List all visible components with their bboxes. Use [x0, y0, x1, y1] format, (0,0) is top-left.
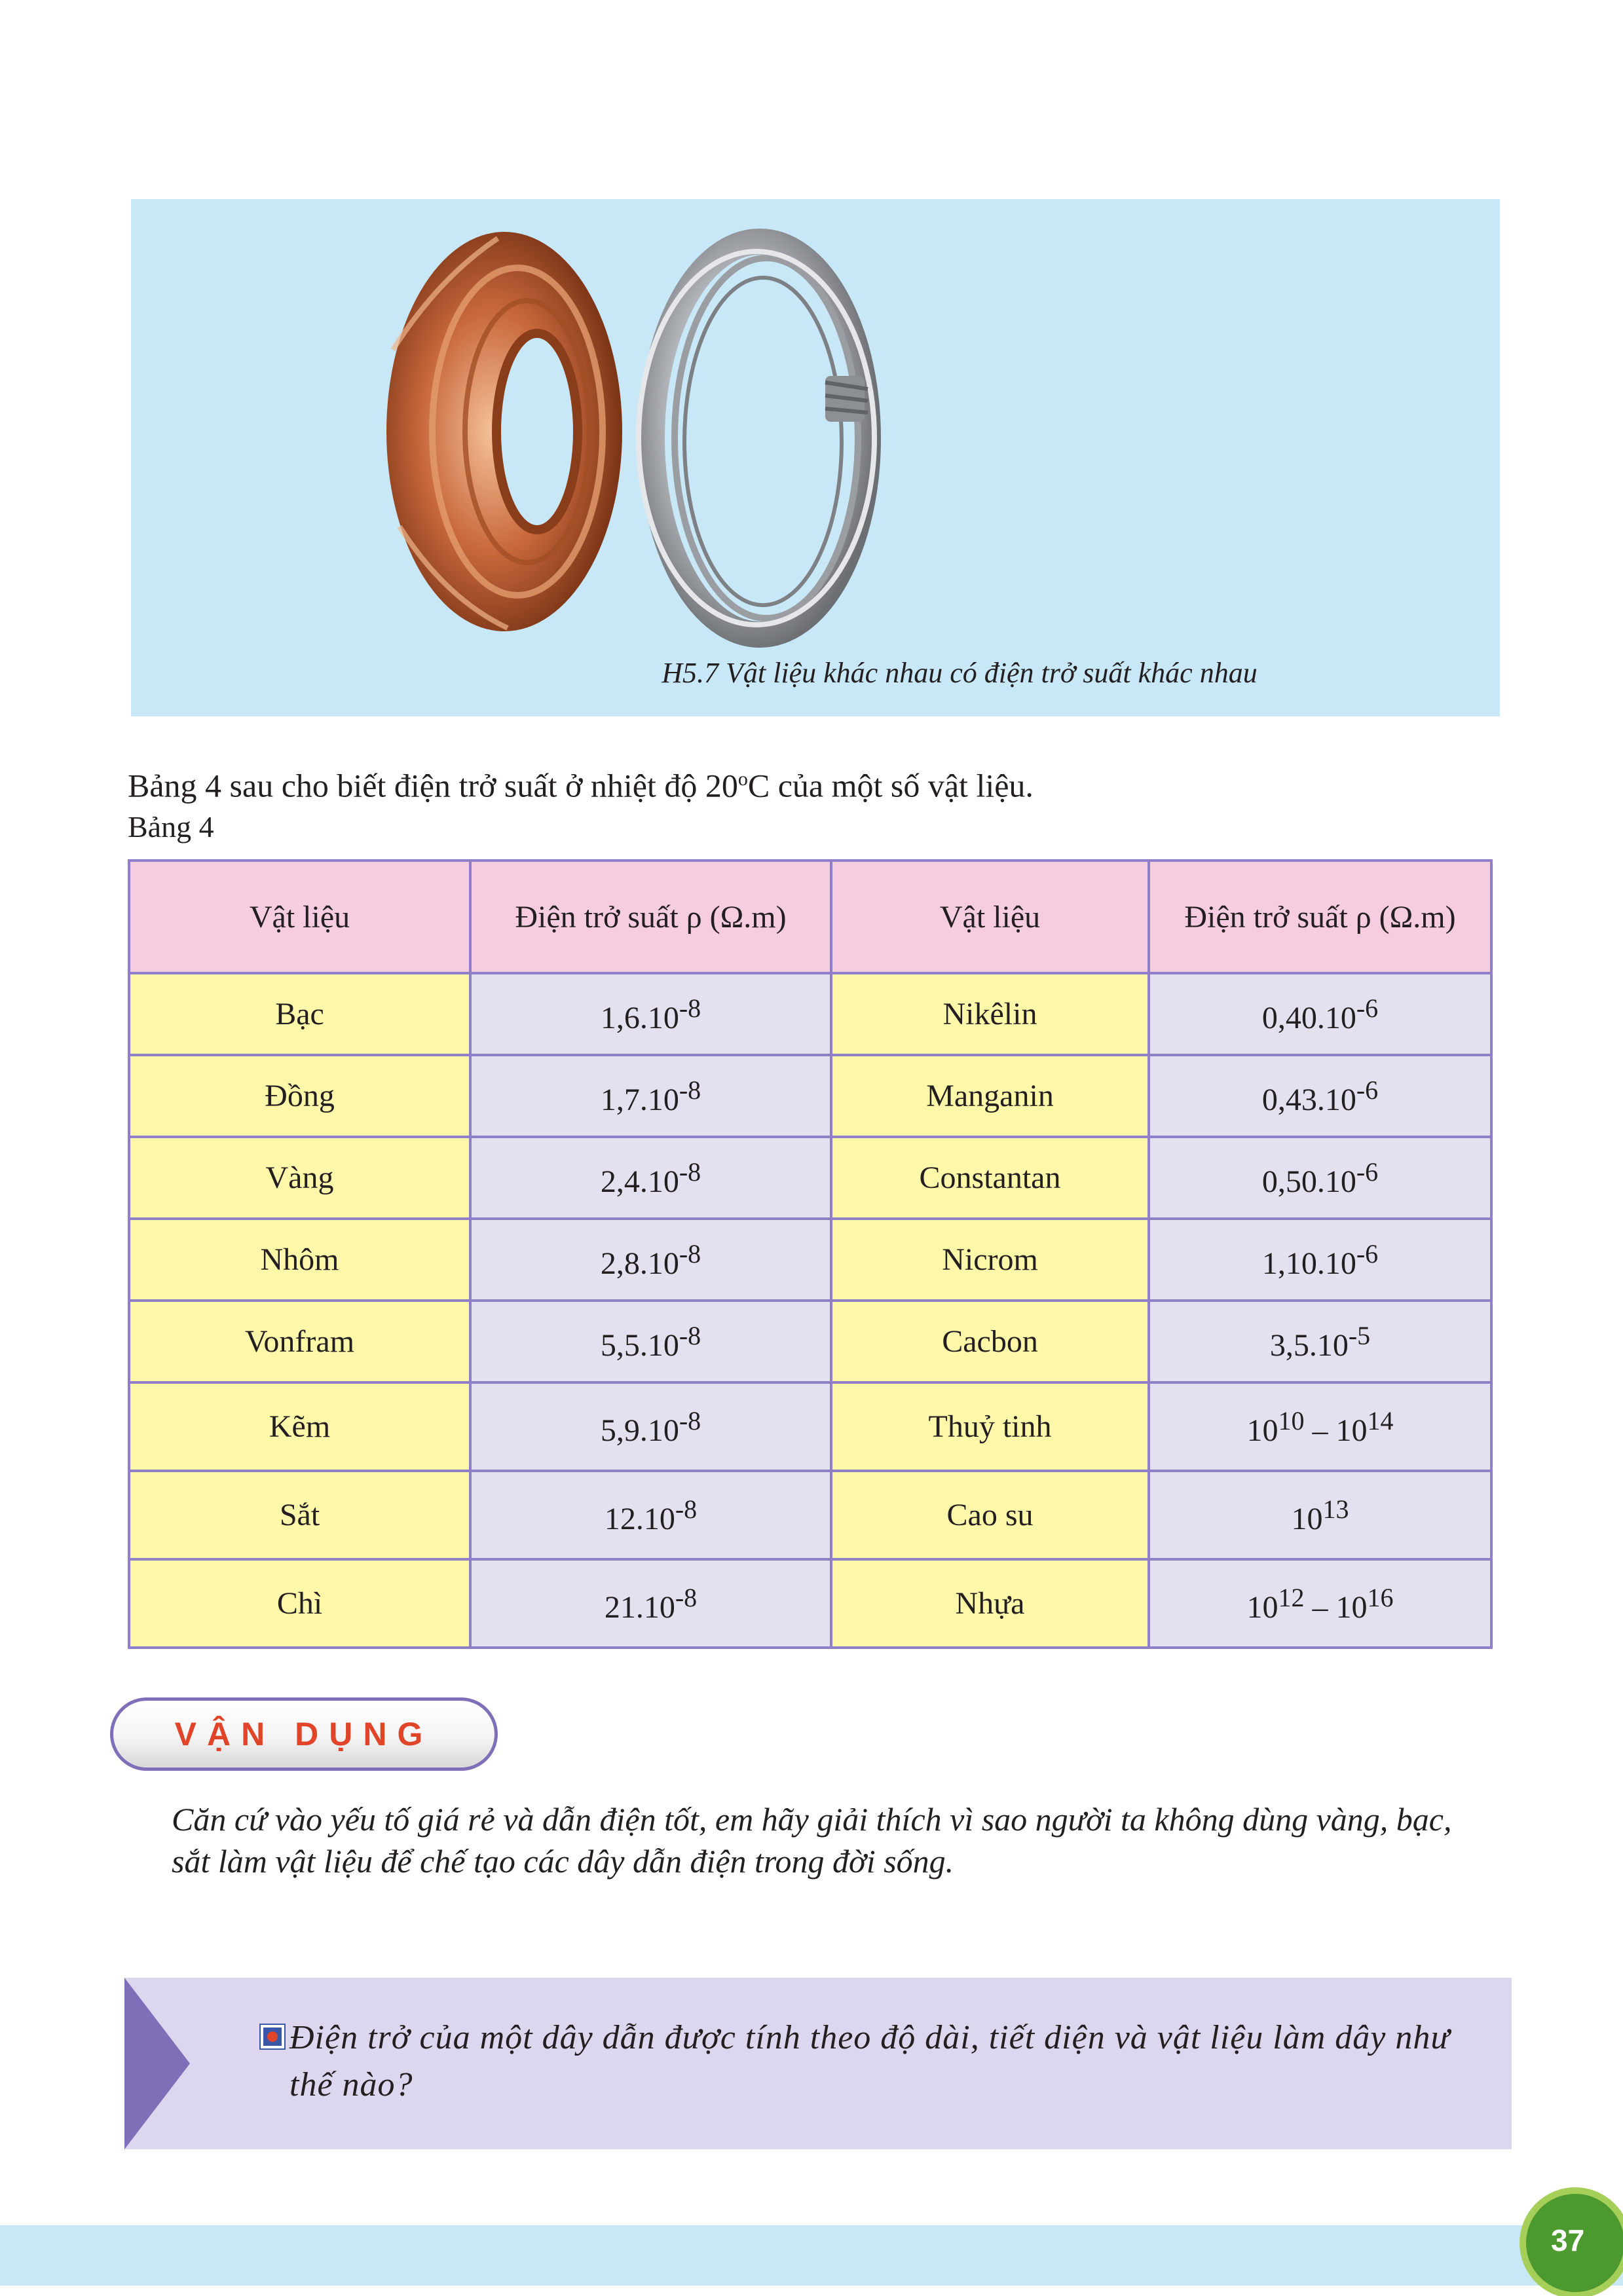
material-cell: Kẽm	[129, 1382, 470, 1471]
question-text: Điện trở của một dây dẫn được tính theo độ dài, tiết diện và vật liệu làm dây như thế nào?	[289, 2019, 1450, 2103]
material-cell: Nicrom	[831, 1219, 1149, 1301]
resistivity-cell: $10^{10} - 10^{14}$	[1149, 1382, 1491, 1471]
material-cell: Chì	[129, 1559, 470, 1648]
resistivity-cell: $5,5.10^{-8}$	[470, 1301, 831, 1382]
intro-text-after: C của một số vật liệu.	[747, 767, 1034, 804]
header-resistivity-1: Điện trở suất ρ (Ω.m)	[470, 861, 831, 973]
table-row	[129, 1137, 1491, 1219]
resistivity-cell: $2,8.10^{-8}$	[470, 1219, 831, 1301]
material-cell: Nhựa	[831, 1559, 1149, 1648]
resistivity-cell: $0,43.10^{-6}$	[1149, 1055, 1491, 1137]
material-cell: Sắt	[129, 1471, 470, 1559]
resistivity-cell: $10^{13}$	[1149, 1471, 1491, 1559]
table-label: Bảng 4	[128, 810, 214, 843]
resistivity-cell: $0,40.10^{-6}$	[1149, 973, 1491, 1055]
material-cell: Cacbon	[831, 1301, 1149, 1382]
resistivity-cell: $10^{12} - 10^{16}$	[1149, 1559, 1491, 1648]
resistivity-cell: $2,4.10^{-8}$	[470, 1137, 831, 1219]
footer-band	[0, 2225, 1623, 2286]
van-dung-exercise: Căn cứ vào yếu tố giá rẻ và dẫn điện tốt, em hãy giải thích vì sao người ta không dùng vàng, bạc, sắt làm vật liệu để chế tạo các dây dẫn điện trong đời sống.	[172, 1801, 1452, 1879]
material-cell: Manganin	[831, 1055, 1149, 1137]
page-number: 37	[1551, 2223, 1585, 2257]
resistivity-cell: $0,50.10^{-6}$	[1149, 1137, 1491, 1219]
steel-wire-coil-image	[639, 242, 874, 635]
intro-sentence	[128, 758, 1034, 807]
figure-caption: H5.7 Vật liệu khác nhau có điện trở suất khác nhau	[662, 657, 1258, 689]
table-row	[129, 973, 1491, 1055]
resistivity-cell: $12.10^{-8}$	[470, 1471, 831, 1559]
header-material-1: Vật liệu	[129, 861, 470, 973]
resistivity-cell: $1,7.10^{-8}$	[470, 1055, 831, 1137]
header-material-2: Vật liệu	[831, 861, 1149, 973]
resistivity-table	[128, 859, 1493, 1649]
material-cell: Bạc	[129, 973, 470, 1055]
figure-panel	[131, 199, 1500, 716]
copper-wire-coil-image	[386, 232, 622, 631]
table-row	[129, 1559, 1491, 1648]
material-cell: Vàng	[129, 1137, 470, 1219]
material-cell: Đồng	[129, 1055, 470, 1137]
arrow-marker-icon	[124, 1978, 190, 2149]
van-dung-heading: VẬN DỤNG	[110, 1697, 498, 1771]
header-resistivity-2: Điện trở suất ρ (Ω.m)	[1149, 861, 1491, 973]
table-row	[129, 1382, 1491, 1471]
material-cell: Cao su	[831, 1471, 1149, 1559]
degree-sign: o	[737, 768, 748, 790]
figure-illustration	[131, 199, 1500, 716]
table-row	[129, 1471, 1491, 1559]
resistivity-cell: $21.10^{-8}$	[470, 1559, 831, 1648]
table-row	[129, 1219, 1491, 1301]
bullet-icon	[261, 2025, 284, 2048]
resistivity-cell: $1,10.10^{-6}$	[1149, 1219, 1491, 1301]
question-box	[124, 1978, 1512, 2149]
resistivity-cell: $5,9.10^{-8}$	[470, 1382, 831, 1471]
resistivity-cell: $3,5.10^{-5}$	[1149, 1301, 1491, 1382]
intro-text-before: Bảng 4 sau cho biết điện trở suất ở nhiệt độ 20	[128, 767, 738, 804]
table-row	[129, 1055, 1491, 1137]
material-cell: Vonfram	[129, 1301, 470, 1382]
table-row	[129, 1301, 1491, 1382]
table-header-row	[129, 861, 1491, 973]
resistivity-cell: $1,6.10^{-8}$	[470, 973, 831, 1055]
material-cell: Thuỷ tinh	[831, 1382, 1149, 1471]
material-cell: Nhôm	[129, 1219, 470, 1301]
material-cell: Nikêlin	[831, 973, 1149, 1055]
material-cell: Constantan	[831, 1137, 1149, 1219]
